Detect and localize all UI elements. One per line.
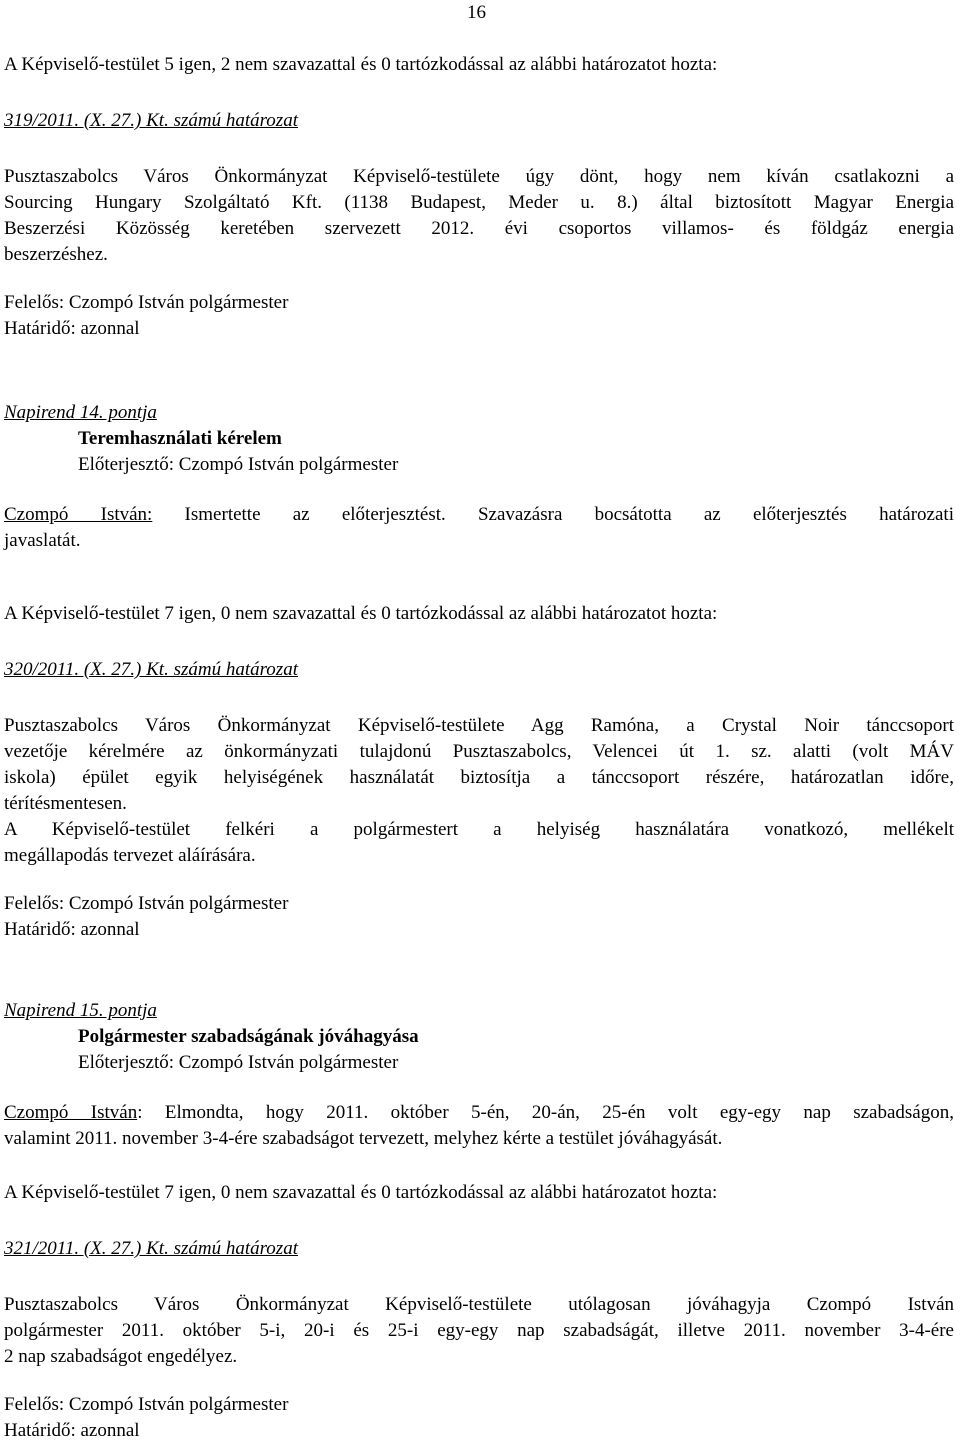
resolution-text-line: Pusztaszabolcs Város Önkormányzat Képviselő-testülete Agg Ramóna, a Crystal Noir tánccsoport <box>4 715 954 736</box>
resolution-body <box>4 1292 954 1370</box>
resolution-text-line: iskola) épület egyik helyiségének használatát biztosítja a tánccsoport részére, határozatlan időre, <box>4 767 954 788</box>
agenda-subject: Polgármester szabadságának jóváhagyása <box>78 1026 419 1047</box>
resolution-text-line: A Képviselő-testület felkéri a polgármestert a helyiség használatára vonatkozó, mellékelt <box>4 819 954 840</box>
deadline-line: Határidő: azonnal <box>4 1420 140 1441</box>
responsible-line: Felelős: Czompó István polgármester <box>4 893 289 914</box>
responsible-line: Felelős: Czompó István polgármester <box>4 292 289 313</box>
vote-statement: A Képviselő-testület 7 igen, 0 nem szavazattal és 0 tartózkodással az alábbi határozatot hozta: <box>4 603 718 624</box>
resolution-text-line: 2 nap szabadságot engedélyez. <box>4 1346 238 1367</box>
speaker-name: Czompó István: <box>4 504 153 525</box>
vote-statement: A Képviselő-testület 7 igen, 0 nem szavazattal és 0 tartózkodással az alábbi határozatot hozta: <box>4 1182 718 1203</box>
resolution-title: 321/2011. (X. 27.) Kt. számú határozat <box>4 1238 298 1259</box>
resolution-text-line: Pusztaszabolcs Város Önkormányzat Képviselő-testülete utólagosan jóváhagyja Czompó István <box>4 1294 954 1315</box>
responsible-line: Felelős: Czompó István polgármester <box>4 1394 289 1415</box>
speech-text: : Elmondta, hogy 2011. október 5-én, 20-án, 25-én volt egy-egy nap szabadságon, <box>137 1102 954 1123</box>
agenda-item-title: Napirend 14. pontja <box>4 402 157 423</box>
speaker-name: Czompó István <box>4 1102 138 1123</box>
resolution-text-line: vezetője kérelmére az önkormányzati tulajdonú Pusztaszabolcs, Velencei út 1. sz. alatti (volt MÁV <box>4 741 954 762</box>
resolution-text-line: Beszerzési Közösség keretében szervezett 2012. évi csoportos villamos- és földgáz energia <box>4 218 954 239</box>
resolution-text-line: polgármester 2011. október 5-i, 20-i és 25-i egy-egy nap szabadságát, illetve 2011. november 3-4-ére <box>4 1320 954 1341</box>
speech-line: valamint 2011. november 3-4-ére szabadságot tervezett, melyhez kérte a testület jóváhagyását. <box>4 1128 723 1149</box>
agenda-subject: Teremhasználati kérelem <box>78 428 282 449</box>
agenda-presenter: Előterjesztő: Czompó István polgármester <box>78 454 399 475</box>
speech-line: javaslatát. <box>4 530 81 551</box>
agenda-item-title: Napirend 15. pontja <box>4 1000 157 1021</box>
resolution-title: 319/2011. (X. 27.) Kt. számú határozat <box>4 110 298 131</box>
speech-line <box>4 1100 954 1126</box>
page-number: 16 <box>467 2 486 23</box>
vote-statement: A Képviselő-testület 5 igen, 2 nem szavazattal és 0 tartózkodással az alábbi határozatot hozta: <box>4 54 718 75</box>
resolution-text-line: beszerzéshez. <box>4 244 108 265</box>
deadline-line: Határidő: azonnal <box>4 318 140 339</box>
agenda-presenter: Előterjesztő: Czompó István polgármester <box>78 1052 399 1073</box>
resolution-body <box>4 164 954 268</box>
resolution-title: 320/2011. (X. 27.) Kt. számú határozat <box>4 659 298 680</box>
resolution-text-line: megállapodás tervezet aláírására. <box>4 845 256 866</box>
resolution-text-line: Sourcing Hungary Szolgáltató Kft. (1138 Budapest, Meder u. 8.) által biztosított Magyar Energia <box>4 192 954 213</box>
resolution-text-line: Pusztaszabolcs Város Önkormányzat Képviselő-testülete úgy dönt, hogy nem kíván csatlakozni a <box>4 166 954 187</box>
deadline-line: Határidő: azonnal <box>4 919 140 940</box>
speech-line <box>4 502 954 528</box>
resolution-body <box>4 713 954 869</box>
resolution-text-line: térítésmentesen. <box>4 793 127 814</box>
document-body <box>4 52 954 1444</box>
speech-text: Ismertette az előterjesztést. Szavazásra bocsátotta az előterjesztés határozati <box>152 504 954 525</box>
